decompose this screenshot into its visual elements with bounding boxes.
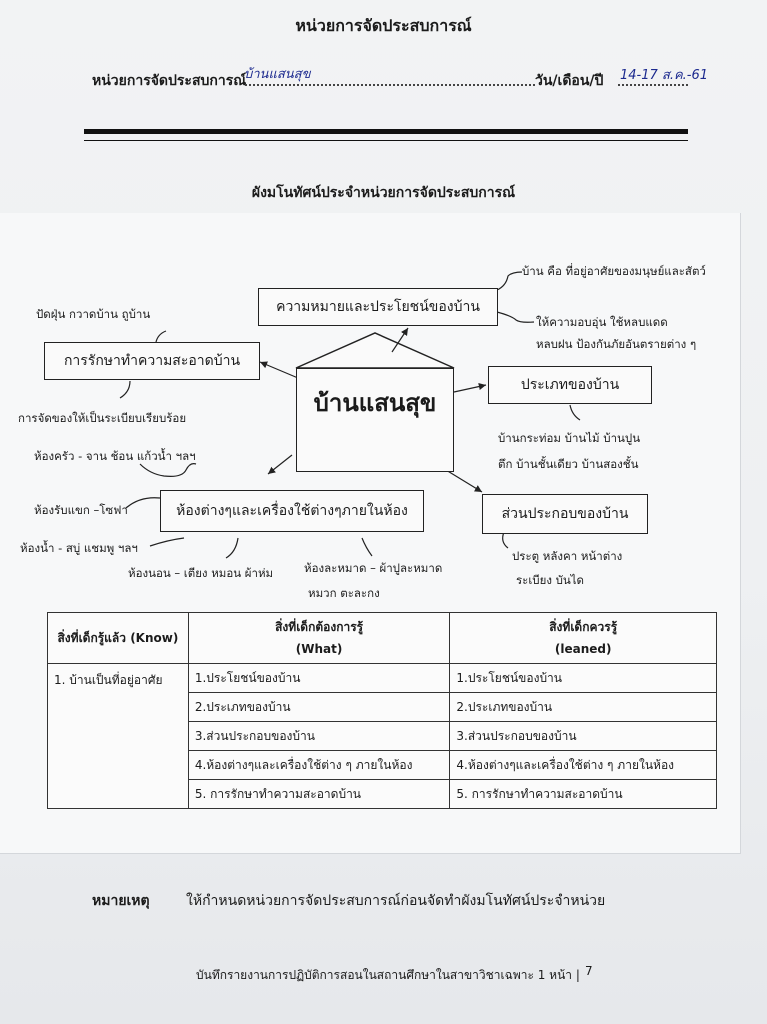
- meaning-note-3: หลบฝน ป้องกันภัยอันตรายต่าง ๆ: [536, 337, 697, 351]
- kwl-header-know: สิ่งที่เด็กรู้แล้ว (Know): [48, 613, 189, 664]
- rooms-note-living: ห้องรับแขก –โซฟา: [34, 503, 128, 517]
- kwl-learned-cell: 5. การรักษาทำความสะอาดบ้าน: [450, 780, 717, 809]
- kwl-learned-cell: 2.ประเภทของบ้าน: [450, 693, 717, 722]
- parts-note-1: ประตู หลังคา หน้าต่าง: [512, 549, 623, 563]
- kwl-learned-cell: 1.ประโยชน์ของบ้าน: [450, 664, 717, 693]
- kwl-table: [47, 612, 717, 809]
- types-note-1: บ้านกระท่อม บ้านไม้ บ้านปูน: [498, 431, 641, 445]
- kwl-what-cell: 5. การรักษาทำความสะอาดบ้าน: [188, 780, 450, 809]
- branch-parts: ส่วนประกอบของบ้าน: [482, 494, 648, 534]
- branch-types: ประเภทของบ้าน: [488, 366, 652, 404]
- unit-label: หน่วยการจัดประสบการณ์: [92, 73, 247, 89]
- cleaning-note-bottom: การจัดของให้เป็นระเบียบเรียบร้อย: [18, 411, 187, 425]
- page-number: 7: [585, 964, 593, 978]
- mindmap-title: ผังมโนทัศน์ประจำหน่วยการจัดประสบการณ์: [251, 185, 516, 201]
- kwl-what-cell: 2.ประเภทของบ้าน: [188, 693, 450, 722]
- meaning-note-1: บ้าน คือ ที่อยู่อาศัยของมนุษย์และสัตว์: [522, 264, 706, 278]
- house-roof: [296, 333, 454, 368]
- remark-text: ให้กำหนดหน่วยการจัดประสบการณ์ก่อนจัดทำผังมโนทัศน์ประจำหน่วย: [186, 893, 606, 909]
- kwl-learned-cell: 4.ห้องต่างๆและเครื่องใช้ต่าง ๆ ภายในห้อง: [450, 751, 717, 780]
- kwl-header-learned: สิ่งที่เด็กควรรู้ (leaned): [450, 613, 717, 664]
- remark-label: หมายเหตุ: [92, 893, 150, 909]
- branch-meaning: ความหมายและประโยชน์ของบ้าน: [258, 288, 498, 326]
- footer-text: บันทึกรายงานการปฏิบัติการสอนในสถานศึกษาในสาขาวิชาเฉพาะ 1 หน้า |: [196, 968, 580, 982]
- kwl-what-cell: 3.ส่วนประกอบของบ้าน: [188, 722, 450, 751]
- branch-cleaning: การรักษาทำความสะอาดบ้าน: [44, 342, 260, 380]
- meaning-note-2: ให้ความอบอุ่น ใช้หลบแดด: [536, 315, 668, 329]
- kwl-header-what: สิ่งที่เด็กต้องการรู้ (What): [188, 613, 450, 664]
- kwl-know-cell: 1. บ้านเป็นที่อยู่อาศัย: [48, 664, 189, 809]
- date-handwritten: 14-17 ส.ค.-61: [620, 68, 709, 83]
- table-row: [48, 664, 717, 693]
- kwl-header-row: [48, 613, 717, 664]
- branch-rooms: ห้องต่างๆและเครื่องใช้ต่างๆภายในห้อง: [160, 490, 424, 532]
- parts-note-2: ระเบียง บันได: [516, 573, 585, 587]
- kwl-what-cell: 1.ประโยชน์ของบ้าน: [188, 664, 450, 693]
- rooms-note-bedroom: ห้องนอน – เตียง หมอน ผ้าห่ม: [128, 566, 274, 580]
- kwl-what-cell: 4.ห้องต่างๆและเครื่องใช้ต่าง ๆ ภายในห้อง: [188, 751, 450, 780]
- kwl-learned-cell: 3.ส่วนประกอบของบ้าน: [450, 722, 717, 751]
- center-topic: บ้านแสนสุข: [313, 389, 437, 417]
- rooms-note-bath: ห้องน้ำ - สบู่ แชมพู ฯลฯ: [20, 541, 138, 555]
- rooms-note-prayer: ห้องละหมาด – ผ้าปูละหมาด: [304, 561, 443, 575]
- cleaning-note-top: ปัดฝุ่น กวาดบ้าน ถูบ้าน: [36, 307, 151, 321]
- rooms-note-kitchen: ห้องครัว - จาน ช้อน แก้วน้ำ ฯลฯ: [34, 449, 196, 463]
- rooms-note-prayer-items: หมวก ตะละกง: [308, 586, 380, 600]
- unit-handwritten: บ้านแสนสุข: [244, 67, 311, 82]
- types-note-2: ตึก บ้านชั้นเดียว บ้านสองชั้น: [498, 457, 639, 471]
- page-title: หน่วยการจัดประสบการณ์: [295, 16, 472, 35]
- date-label: วัน/เดือน/ปี: [535, 73, 604, 89]
